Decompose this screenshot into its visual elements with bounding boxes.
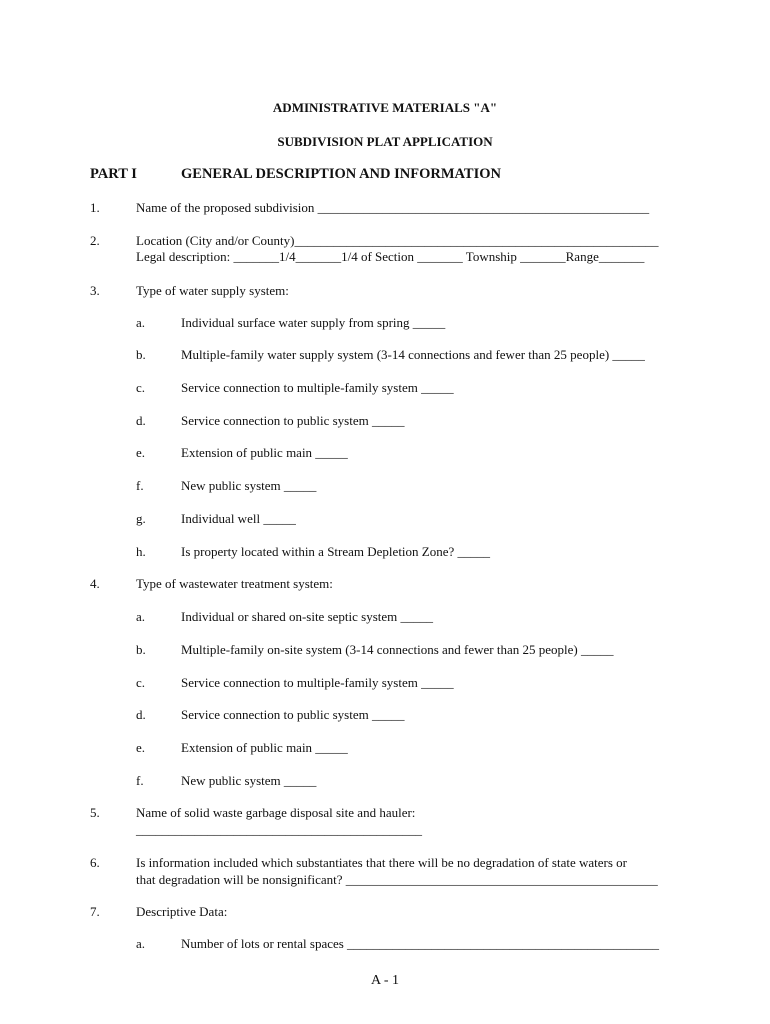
item-number: 1. [90, 200, 100, 215]
water-option-text: Individual surface water supply from spring _____ [181, 315, 446, 330]
sub-item-letter: d. [136, 707, 146, 722]
page-number: A - 1 [371, 973, 399, 988]
sub-item-letter: a. [136, 315, 146, 330]
sub-item-letter: c. [136, 675, 146, 690]
item-number: 3. [90, 283, 100, 298]
sub-item-letter: e. [136, 445, 146, 460]
document-subtitle: SUBDIVISION PLAT APPLICATION [277, 134, 493, 149]
part-label: PART I [90, 166, 137, 182]
sub-item-letter: f. [136, 773, 144, 788]
sub-item-letter: c. [136, 380, 146, 395]
sub-item-letter: b. [136, 642, 146, 657]
legal-description-field: Legal description: _______1/4_______1/4 of Section _______ Township _______Range_______ [136, 249, 645, 264]
item-number: 2. [90, 233, 100, 248]
water-option-text: Service connection to public system _____ [181, 413, 405, 428]
solid-waste-label: Name of solid waste garbage disposal site and hauler: [136, 805, 416, 820]
water-option-text: Service connection to multiple-family system _____ [181, 380, 454, 395]
item-number: 6. [90, 855, 100, 870]
sub-item-letter: b. [136, 347, 146, 362]
water-option-text: Extension of public main _____ [181, 445, 348, 460]
wastewater-option-text: Service connection to public system _____ [181, 707, 405, 722]
sub-item-letter: a. [136, 936, 146, 951]
item-number: 5. [90, 805, 100, 820]
water-option-text: Individual well _____ [181, 511, 296, 526]
document-title: ADMINISTRATIVE MATERIALS "A" [272, 100, 498, 115]
sub-item-letter: f. [136, 478, 144, 493]
wastewater-option-text: Individual or shared on-site septic system _____ [181, 609, 434, 624]
item-number: 4. [90, 576, 100, 591]
subdivision-name-field: Name of the proposed subdivision ___________________________________________________ [136, 200, 650, 215]
water-option-text: Multiple-family water supply system (3-14 connections and fewer than 25 people) _____ [181, 347, 645, 362]
wastewater-heading: Type of wastewater treatment system: [136, 576, 333, 591]
sub-item-letter: a. [136, 609, 146, 624]
sub-item-letter: e. [136, 740, 146, 755]
part-heading: GENERAL DESCRIPTION AND INFORMATION [181, 166, 501, 182]
wastewater-option-text: Service connection to multiple-family system _____ [181, 675, 454, 690]
wastewater-option-text: Multiple-family on-site system (3-14 connections and fewer than 25 people) _____ [181, 642, 614, 657]
degradation-field: that degradation will be nonsignificant? ________________________________________________ [136, 872, 658, 887]
sub-item-letter: d. [136, 413, 146, 428]
sub-item-letter: h. [136, 544, 146, 559]
water-supply-heading: Type of water supply system: [136, 283, 289, 298]
degradation-question: Is information included which substantiates that there will be no degradation of state waters or [136, 855, 627, 870]
sub-item-letter: g. [136, 511, 146, 526]
wastewater-option-text: New public system _____ [181, 773, 317, 788]
water-option-text: New public system _____ [181, 478, 317, 493]
item-number: 7. [90, 904, 100, 919]
wastewater-option-text: Extension of public main _____ [181, 740, 348, 755]
solid-waste-field: ____________________________________________ [136, 822, 422, 837]
lots-count-field: Number of lots or rental spaces ________________________________________________ [181, 936, 660, 951]
descriptive-data-heading: Descriptive Data: [136, 904, 228, 919]
water-option-text: Is property located within a Stream Depletion Zone? _____ [181, 544, 491, 559]
location-field: Location (City and/or County)________________________________________________________ [136, 233, 659, 248]
